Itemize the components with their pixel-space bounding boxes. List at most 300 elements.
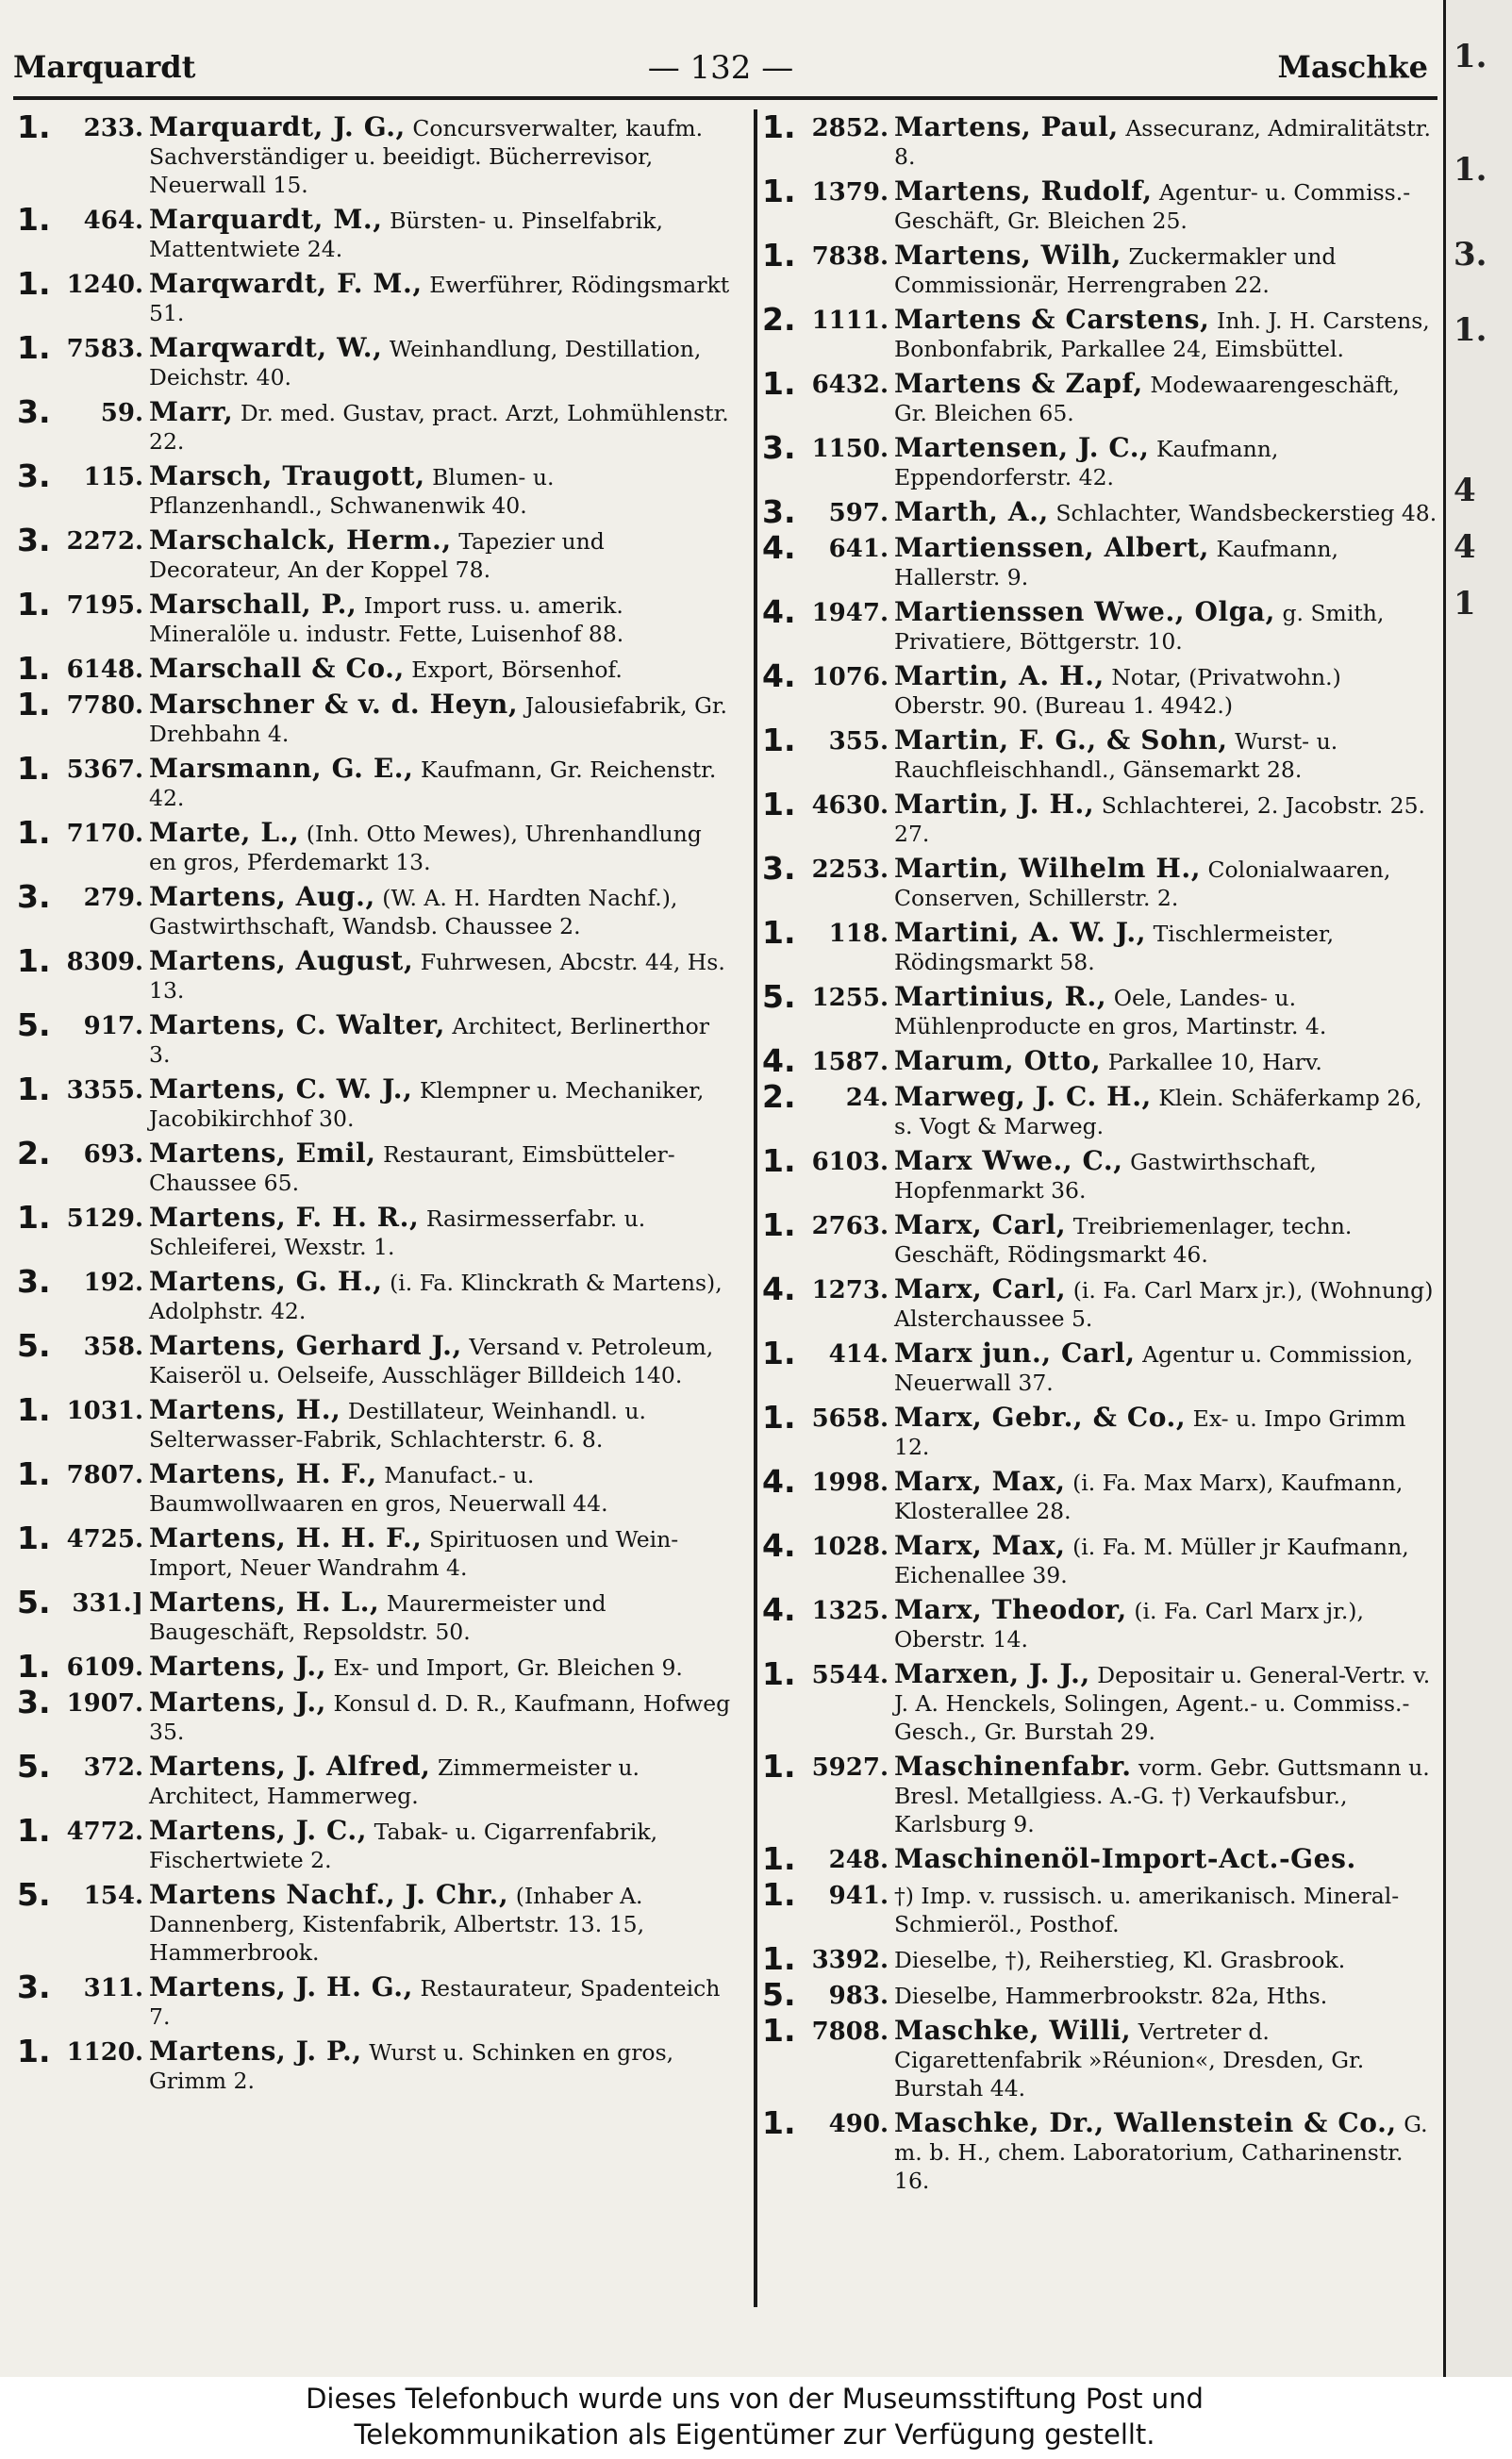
directory-entry — [17, 1748, 734, 1810]
directory-entry — [17, 1391, 734, 1454]
right-column — [762, 108, 1439, 2201]
subscriber-details: Kaufmann, Eppendorferstr. 42. — [894, 436, 1279, 490]
phone-number: 941. — [828, 1882, 889, 1910]
exchange-zone: 1. — [17, 1199, 51, 1236]
subscriber-name: Martens Nachf., J. Chr., — [149, 1879, 509, 1910]
subscriber-details: Schlachter, Wandsbeckerstieg 48. — [1048, 500, 1437, 526]
subscriber-details: Klein. Schäferkamp 26, s. Vogt & Marweg. — [894, 1085, 1422, 1139]
subscriber-name: Marsmann, G. E., — [149, 753, 414, 784]
subscriber-name: Marweg, J. C. H., — [894, 1081, 1152, 1112]
exchange-zone: 1. — [17, 1812, 51, 1849]
exchange-zone: 4. — [762, 1271, 796, 1307]
phone-number: 115. — [83, 463, 143, 491]
directory-entry — [17, 1455, 734, 1518]
subscriber-name: Martin, Wilhelm H., — [894, 853, 1202, 884]
subscriber-details: (Inh. Otto Mewes), Uhrenhandlung en gros, Pferdemarkt 13. — [149, 821, 702, 875]
exchange-zone: 4. — [762, 593, 796, 630]
directory-entry — [762, 173, 1439, 235]
phone-number: 917. — [83, 1012, 143, 1040]
directory-entry — [17, 686, 734, 748]
directory-entry — [17, 522, 734, 584]
subscriber-details: Restaurant, Eimsbütteler-Chaussee 65. — [149, 1141, 675, 1196]
exchange-zone: 1. — [762, 722, 796, 758]
exchange-zone: 5. — [17, 1748, 51, 1785]
phone-number: 693. — [83, 1140, 143, 1169]
directory-entry — [762, 1078, 1439, 1140]
adjacent-page-glyph: 1 — [1454, 585, 1476, 623]
directory-entry — [762, 1748, 1439, 1838]
exchange-zone: 1. — [762, 786, 796, 822]
phone-number: 7780. — [66, 691, 143, 720]
directory-entry — [762, 593, 1439, 656]
directory-entry — [762, 1940, 1439, 1977]
subscriber-name: Martens, J. P., — [149, 2035, 362, 2067]
subscriber-details: (i. Fa. Carl Marx jr.), Oberstr. 14. — [894, 1598, 1364, 1653]
phone-number: 414. — [828, 1340, 889, 1369]
subscriber-name: Marxen, J. J., — [894, 1658, 1090, 1689]
subscriber-name: Marum, Otto, — [894, 1045, 1102, 1076]
subscriber-details: Manufact.- u. Baumwollwaaren en gros, Neuerwall 44. — [149, 1462, 608, 1517]
subscriber-details: Fuhrwesen, Abcstr. 44, Hs. 13. — [149, 949, 725, 1004]
phone-number: 5367. — [66, 756, 143, 784]
exchange-zone: 1. — [17, 1648, 51, 1685]
subscriber-name: Martin, A. H., — [894, 660, 1105, 691]
subscriber-details: Import russ. u. amerik. Mineralöle u. industr. Fette, Luisenhof 88. — [149, 592, 624, 647]
exchange-zone: 1. — [762, 2012, 796, 2049]
exchange-zone: 1. — [762, 2104, 796, 2141]
directory-entry — [17, 265, 734, 327]
subscriber-details: Inh. J. H. Carstens, Bonbonfabrik, Parkallee 24, Eimsbüttel. — [894, 307, 1430, 362]
subscriber-details: Restaurateur, Spadenteich 7. — [149, 1975, 721, 2030]
subscriber-details: Export, Börsenhof. — [404, 656, 623, 683]
subscriber-name: Marquardt, J. G., — [149, 111, 406, 142]
directory-entry — [762, 1142, 1439, 1205]
subscriber-name: Martens, C. Walter, — [149, 1009, 445, 1040]
subscriber-name: Martens, F. H. R., — [149, 1202, 420, 1233]
phone-number: 641. — [828, 535, 889, 563]
phone-number: 6148. — [66, 656, 143, 684]
subscriber-details: Ewerführer, Rödingsmarkt 51. — [149, 272, 730, 326]
directory-entry — [17, 1263, 734, 1325]
directory-entry — [762, 429, 1439, 491]
subscriber-name: Marx, Carl, — [894, 1209, 1067, 1240]
subscriber-name: Marqwardt, W., — [149, 332, 383, 363]
directory-entry — [17, 750, 734, 812]
subscriber-name: Martens, H. H. F., — [149, 1522, 423, 1553]
exchange-zone: 1. — [17, 108, 51, 145]
directory-entry — [762, 2012, 1439, 2102]
subscriber-name: Martini, A. W. J., — [894, 917, 1147, 948]
phone-number: 311. — [83, 1974, 143, 2002]
directory-entry — [762, 1206, 1439, 1269]
adjacent-page-glyph: 1. — [1454, 311, 1487, 349]
subscriber-name: Martens, J., — [149, 1651, 327, 1682]
subscriber-details: Modewaarengeschäft, Gr. Bleichen 65. — [894, 372, 1400, 426]
subscriber-name: Marx, Carl, — [894, 1273, 1067, 1304]
subscriber-name: Martens, J. C., — [149, 1815, 368, 1846]
exchange-zone: 3. — [17, 522, 51, 558]
exchange-zone: 1. — [762, 1335, 796, 1371]
phone-number: 2272. — [66, 527, 143, 556]
phone-number: 1379. — [811, 178, 889, 207]
directory-entry — [762, 1463, 1439, 1525]
subscriber-details: (i. Fa. Max Marx), Kaufmann, Klosterallee 28. — [894, 1470, 1404, 1524]
exchange-zone: 1. — [17, 750, 51, 787]
subscriber-details: (i. Fa. Carl Marx jr.), (Wohnung) Alsterchaussee 5. — [894, 1277, 1434, 1332]
phone-number: 5544. — [811, 1661, 889, 1689]
exchange-zone: 5. — [762, 978, 796, 1015]
phone-number: 597. — [828, 499, 889, 527]
phone-number: 4772. — [66, 1818, 143, 1846]
subscriber-name: Martens, G. H., — [149, 1266, 383, 1297]
subscriber-details: Tabak- u. Cigarrenfabrik, Fischertwiete 2. — [149, 1819, 658, 1873]
phone-number: 7838. — [811, 242, 889, 271]
exchange-zone: 1. — [17, 2033, 51, 2069]
phone-number: 1150. — [811, 435, 889, 463]
subscriber-details: Agentur u. Commission, Neuerwall 37. — [894, 1341, 1414, 1396]
exchange-zone: 1. — [762, 173, 796, 209]
directory-entry — [17, 942, 734, 1005]
subscriber-name: Maschke, Willi, — [894, 2015, 1132, 2046]
phone-number: 4725. — [66, 1525, 143, 1553]
exchange-zone: 1. — [762, 1840, 796, 1877]
subscriber-name: Marx, Theodor, — [894, 1594, 1127, 1625]
exchange-zone: 1. — [17, 814, 51, 851]
exchange-zone: 3. — [762, 429, 796, 466]
subscriber-details: vorm. Gebr. Guttsmann u. Bresl. Metallgiess. A.-G. †) Verkaufsbur., Karlsburg 9. — [894, 1754, 1430, 1837]
subscriber-name: Martens, Wilh, — [894, 240, 1122, 271]
header-divider — [13, 96, 1437, 100]
phone-number: 1325. — [811, 1597, 889, 1625]
phone-number: 7195. — [66, 591, 143, 620]
adjacent-page-glyph: 1. — [1454, 151, 1487, 189]
directory-entry — [17, 878, 734, 940]
subscriber-name: Martens, H., — [149, 1394, 341, 1425]
phone-number: 24. — [845, 1084, 889, 1112]
directory-entry — [17, 586, 734, 648]
directory-entry — [762, 722, 1439, 784]
exchange-zone: 2. — [17, 1135, 51, 1171]
directory-entry — [762, 493, 1439, 530]
directory-entry — [17, 1135, 734, 1197]
directory-entry — [762, 301, 1439, 363]
phone-number: 2253. — [811, 856, 889, 884]
phone-number: 983. — [828, 1982, 889, 2010]
phone-number: 6432. — [811, 371, 889, 399]
subscriber-name: Martens, Paul, — [894, 111, 1119, 142]
subscriber-name: Martienssen Wwe., Olga, — [894, 596, 1275, 627]
archive-notice-line-2: Telekommunikation als Eigentümer zur Verfügung gestellt. — [354, 2418, 1155, 2451]
directory-entry — [762, 978, 1439, 1040]
phone-number: 1028. — [811, 1533, 889, 1561]
subscriber-details: Destillateur, Weinhandl. u. Selterwasser-Fabrik, Schlachterstr. 6. 8. — [149, 1398, 646, 1453]
phone-number: 248. — [828, 1846, 889, 1874]
subscriber-details: (Inhaber A. Dannenberg, Kistenfabrik, Albertstr. 13. 15, Hammerbrook. — [149, 1883, 645, 1966]
directory-entry — [762, 850, 1439, 912]
exchange-zone: 1. — [17, 586, 51, 623]
phone-number: 118. — [828, 920, 889, 948]
directory-entry — [762, 914, 1439, 976]
directory-entry — [762, 1271, 1439, 1333]
exchange-zone: 1. — [17, 201, 51, 238]
phone-number: 7807. — [66, 1461, 143, 1489]
exchange-zone: 1. — [762, 1876, 796, 1913]
subscriber-name: Marx, Max, — [894, 1466, 1066, 1497]
exchange-zone: 3. — [762, 850, 796, 887]
phone-number: 464. — [83, 207, 143, 235]
subscriber-name: Martens, Aug., — [149, 881, 375, 912]
subscriber-details: Weinhandlung, Destillation, Deichstr. 40. — [149, 336, 702, 390]
subscriber-details: g. Smith, Privatiere, Böttgerstr. 10. — [894, 600, 1385, 655]
directory-entry — [17, 329, 734, 391]
exchange-zone: 1. — [762, 1655, 796, 1692]
subscriber-name: Martin, J. H., — [894, 789, 1095, 820]
exchange-zone: 1. — [762, 237, 796, 274]
exchange-zone: 2. — [762, 301, 796, 338]
phone-number: 4630. — [811, 791, 889, 820]
subscriber-details: Tapezier und Decorateur, An der Koppel 78. — [149, 528, 605, 583]
exchange-zone: 1. — [17, 650, 51, 687]
directory-entry — [762, 1591, 1439, 1653]
phone-number: 154. — [83, 1882, 143, 1910]
subscriber-name: Martens, C. W. J., — [149, 1073, 413, 1105]
phone-number: 1076. — [811, 663, 889, 691]
phone-number: 355. — [828, 727, 889, 756]
subscriber-details: Wurst u. Schinken en gros, Grimm 2. — [149, 2039, 674, 2094]
subscriber-details: (i. Fa. Klinckrath & Martens), Adolphstr. 42. — [149, 1270, 723, 1324]
directory-entry — [762, 1335, 1439, 1397]
adjacent-page-glyph: 3. — [1454, 236, 1487, 274]
subscriber-details: Spirituosen und Wein-Import, Neuer Wandrahm 4. — [149, 1526, 679, 1581]
page-header — [13, 42, 1428, 87]
directory-entry — [17, 1876, 734, 1967]
exchange-zone: 5. — [17, 1876, 51, 1913]
subscriber-name: Marqwardt, F. M., — [149, 268, 423, 299]
phone-number: 5658. — [811, 1404, 889, 1433]
subscriber-details: Ex- und Import, Gr. Bleichen 9. — [326, 1654, 683, 1681]
archive-notice — [0, 2377, 1509, 2459]
phone-number: 2852. — [811, 114, 889, 142]
phone-number: 7808. — [811, 2018, 889, 2046]
exchange-zone: 1. — [17, 1391, 51, 1428]
directory-entry — [762, 1655, 1439, 1746]
directory-entry — [17, 1327, 734, 1389]
phone-number: 1587. — [811, 1048, 889, 1076]
subscriber-details: Agentur- u. Commiss.-Geschäft, Gr. Bleichen 25. — [894, 179, 1411, 234]
phone-number: 5129. — [66, 1205, 143, 1233]
subscriber-details: Wurst- u. Rauchfleischhandl., Gänsemarkt 28. — [894, 728, 1338, 783]
subscriber-name: Martinius, R., — [894, 981, 1107, 1012]
phone-number: 1255. — [811, 984, 889, 1012]
phone-number: 7170. — [66, 820, 143, 848]
exchange-zone: 1. — [762, 1940, 796, 1977]
directory-entry — [762, 1399, 1439, 1461]
subscriber-name: Martin, F. G., & Sohn, — [894, 724, 1228, 756]
phone-number: 2763. — [811, 1212, 889, 1240]
exchange-zone: 3. — [17, 878, 51, 915]
subscriber-details: Kaufmann, Gr. Reichenstr. 42. — [149, 756, 717, 811]
subscriber-details: Architect, Berlinerthor 3. — [149, 1013, 710, 1068]
subscriber-name: Martens, Gerhard J., — [149, 1330, 462, 1361]
subscriber-details: Zimmermeister u. Architect, Hammerweg. — [149, 1754, 640, 1809]
subscriber-details: Ex- u. Impo Grimm 12. — [894, 1405, 1406, 1460]
subscriber-details: Notar, (Privatwohn.) Oberstr. 90. (Bureau 1. 4942.) — [894, 664, 1341, 719]
exchange-zone: 1. — [17, 1455, 51, 1492]
phone-number: 1998. — [811, 1469, 889, 1497]
subscriber-name: Maschke, Dr., Wallenstein & Co., — [894, 2107, 1397, 2138]
adjacent-page-glyph: 1. — [1454, 38, 1487, 75]
phone-number: 279. — [83, 884, 143, 912]
phone-number: 1273. — [811, 1276, 889, 1304]
phone-number: 192. — [83, 1269, 143, 1297]
header-first-entry: Marquardt — [13, 49, 196, 85]
page-number: — 132 — — [647, 49, 794, 87]
subscriber-name: Marschall, P., — [149, 589, 357, 620]
exchange-zone: 4. — [762, 1042, 796, 1079]
subscriber-name: Martens & Zapf, — [894, 368, 1143, 399]
exchange-zone: 5. — [17, 1006, 51, 1043]
phone-number: 1240. — [66, 271, 143, 299]
subscriber-name: Martens, H. F., — [149, 1458, 377, 1489]
directory-entry — [762, 108, 1439, 171]
directory-entry — [17, 1648, 734, 1685]
subscriber-details: Rasirmesserfabr. u. Schleiferei, Wexstr. 1. — [149, 1205, 646, 1260]
directory-entry — [762, 237, 1439, 299]
column-divider — [754, 109, 757, 2307]
subscriber-details: Tischlermeister, Rödingsmarkt 58. — [894, 921, 1335, 975]
directory-entry — [17, 1199, 734, 1261]
phone-number: 1111. — [811, 307, 889, 335]
exchange-zone: 5. — [17, 1327, 51, 1364]
subscriber-name: Martens, J. H. G., — [149, 1971, 413, 2002]
directory-entry — [17, 1969, 734, 2031]
subscriber-name: Martens, Emil, — [149, 1138, 376, 1169]
directory-entry — [17, 201, 734, 263]
phone-number: 3355. — [66, 1076, 143, 1105]
phone-number: 1947. — [811, 599, 889, 627]
subscriber-name: Martens, J., — [149, 1686, 327, 1718]
subscriber-name: Martens & Carstens, — [894, 304, 1210, 335]
phone-number: 59. — [100, 399, 143, 427]
subscriber-name: Marx, Max, — [894, 1530, 1066, 1561]
subscriber-details: Konsul d. D. R., Kaufmann, Hofweg 35. — [149, 1690, 731, 1745]
phone-number: 358. — [83, 1333, 143, 1361]
exchange-zone: 1. — [17, 329, 51, 366]
exchange-zone: 5. — [762, 1976, 796, 2013]
exchange-zone: 1. — [762, 108, 796, 145]
subscriber-name: Marschner & v. d. Heyn, — [149, 689, 519, 720]
exchange-zone: 1. — [17, 1071, 51, 1107]
subscriber-details: Treibriemenlager, techn. Geschäft, Rödingsmarkt 46. — [894, 1213, 1353, 1268]
subscriber-details: Bürsten- u. Pinselfabrik, Mattentwiete 24. — [149, 208, 663, 262]
subscriber-details: (i. Fa. M. Müller jr Kaufmann, Eichenallee 39. — [894, 1534, 1409, 1588]
subscriber-details: Blumen- u. Pflanzenhandl., Schwanenwik 40. — [149, 464, 555, 519]
exchange-zone: 4. — [762, 657, 796, 694]
exchange-zone: 1. — [762, 1206, 796, 1243]
exchange-zone: 1. — [762, 1399, 796, 1436]
directory-entry — [762, 1527, 1439, 1589]
subscriber-name: Marte, L., — [149, 817, 300, 848]
directory-entry — [17, 1684, 734, 1746]
subscriber-details: (W. A. H. Hardten Nachf.), Gastwirthschaft, Wandsb. Chaussee 2. — [149, 885, 678, 939]
subscriber-name: Marsch, Traugott, — [149, 460, 425, 491]
directory-entry — [17, 1812, 734, 1874]
directory-entry — [17, 1006, 734, 1069]
exchange-zone: 1. — [17, 686, 51, 723]
directory-entry — [17, 1584, 734, 1646]
phone-number: 6103. — [811, 1148, 889, 1176]
subscriber-details: Assecuranz, Admiralitätstr. 8. — [894, 115, 1431, 170]
adjacent-page-glyph: 4 — [1454, 528, 1476, 566]
directory-entry — [17, 2033, 734, 2095]
phone-number: 372. — [83, 1753, 143, 1782]
subscriber-details: Concursverwalter, kaufm. Sachverständiger u. beeidigt. Bücherrevisor, Neuerwall 15. — [149, 115, 704, 198]
directory-entry — [762, 365, 1439, 427]
directory-entry — [17, 650, 734, 687]
exchange-zone: 4. — [762, 1463, 796, 1500]
directory-entry — [762, 529, 1439, 591]
subscriber-name: Marquardt, M., — [149, 204, 383, 235]
exchange-zone: 3. — [17, 1684, 51, 1720]
exchange-zone: 4. — [762, 529, 796, 566]
exchange-zone: 3. — [17, 393, 51, 430]
subscriber-details: †) Imp. v. russisch. u. amerikanisch. Mineral-Schmieröl., Posthof. — [894, 1883, 1400, 1937]
phone-number: 331.] — [72, 1589, 143, 1618]
phone-number: 5927. — [811, 1753, 889, 1782]
subscriber-details: Gastwirthschaft, Hopfenmarkt 36. — [894, 1149, 1317, 1204]
phone-number: 8309. — [66, 948, 143, 976]
directory-entry — [762, 657, 1439, 720]
subscriber-details: Oele, Landes- u. Mühlenproducte en gros, Martinstr. 4. — [894, 985, 1327, 1039]
directory-entry — [17, 1071, 734, 1133]
subscriber-details: Jalousiefabrik, Gr. Drehbahn 4. — [149, 692, 727, 747]
exchange-zone: 1. — [17, 942, 51, 979]
directory-entry — [17, 393, 734, 456]
exchange-zone: 3. — [17, 1969, 51, 2005]
exchange-zone: 1. — [762, 1142, 796, 1179]
subscriber-name: Martienssen, Albert, — [894, 532, 1210, 563]
subscriber-details: Dieselbe, Hammerbrookstr. 82a, Hths. — [894, 1983, 1328, 2009]
exchange-zone: 2. — [762, 1078, 796, 1115]
phone-number: 1031. — [66, 1397, 143, 1425]
exchange-zone: 3. — [17, 1263, 51, 1300]
archive-notice-line-1: Dieses Telefonbuch wurde uns von der Museumsstiftung Post und — [306, 2383, 1204, 2415]
exchange-zone: 1. — [17, 1520, 51, 1556]
directory-entry — [762, 786, 1439, 848]
subscriber-details: Schlachterei, 2. Jacobstr. 25. 27. — [894, 792, 1426, 847]
subscriber-details: Zuckermakler und Commissionär, Herrengraben 22. — [894, 243, 1337, 298]
subscriber-name: Marx, Gebr., & Co., — [894, 1402, 1187, 1433]
directory-entry — [762, 1042, 1439, 1079]
adjacent-page-edge — [1443, 0, 1512, 2377]
phone-number: 6109. — [66, 1653, 143, 1682]
subscriber-details: Klempner u. Mechaniker, Jacobikirchhof 30. — [149, 1077, 705, 1132]
subscriber-details: Kaufmann, Hallerstr. 9. — [894, 536, 1338, 590]
subscriber-name: Marschalck, Herm., — [149, 524, 452, 556]
subscriber-details: Depositair u. General-Vertr. v. J. A. Henckels, Solingen, Agent.- u. Commiss.-Gesch., Gr. Burstah 29. — [894, 1662, 1431, 1745]
directory-entry — [762, 1976, 1439, 2013]
exchange-zone: 1. — [762, 365, 796, 402]
subscriber-details: Colonialwaaren, Conserven, Schillerstr. 2. — [894, 856, 1391, 911]
subscriber-name: Marr, — [149, 396, 234, 427]
subscriber-name: Martens, J. Alfred, — [149, 1751, 431, 1782]
subscriber-details: Maurermeister und Baugeschäft, Repsoldstr. 50. — [149, 1590, 606, 1645]
subscriber-details: Dieselbe, †), Reiherstieg, Kl. Grasbrook. — [894, 1947, 1346, 1973]
subscriber-name: Martens, H. L., — [149, 1587, 380, 1618]
subscriber-name: Martensen, J. C., — [894, 432, 1150, 463]
subscriber-details: Versand v. Petroleum, Kaiseröl u. Oelseife, Ausschläger Billdeich 140. — [149, 1334, 714, 1388]
directory-entry — [762, 1876, 1439, 1938]
